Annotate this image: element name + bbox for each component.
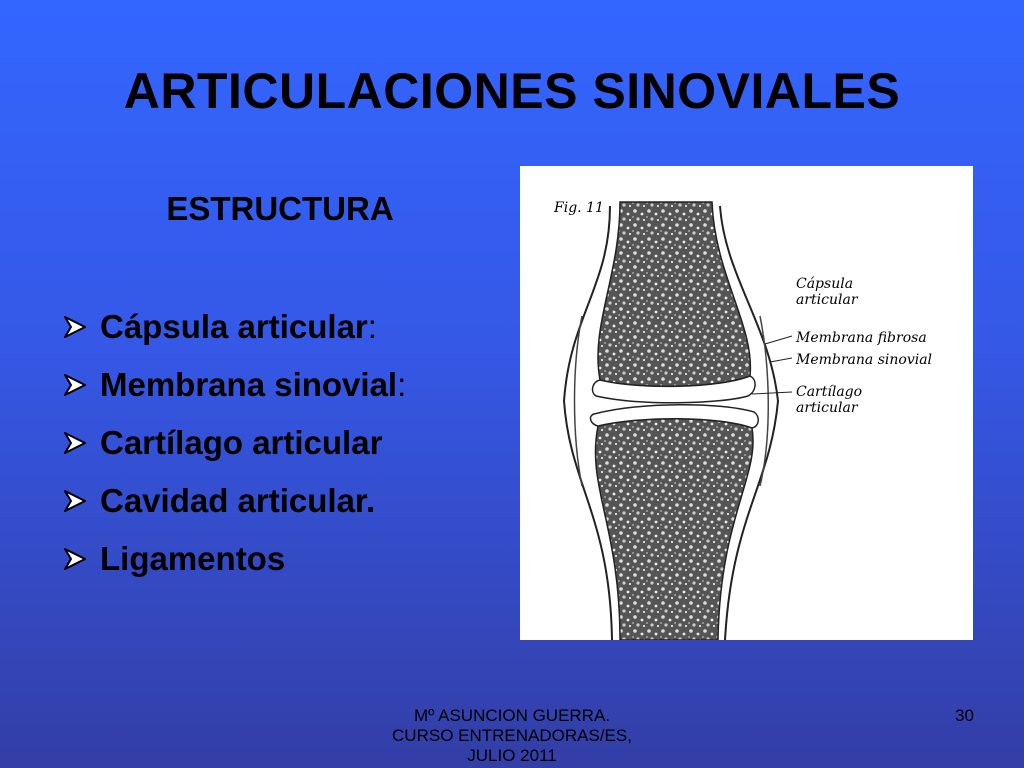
label-cartilage-1: Cartílago: [796, 384, 863, 400]
bullet-list: [62, 298, 406, 588]
bullet-label: Cápsula articular: [100, 308, 368, 345]
bullet-suffix: :: [397, 366, 407, 403]
figure-caption: Fig. 11: [554, 200, 604, 216]
bullet-suffix: :: [367, 308, 377, 345]
label-fibrous-membrane: Membrana fibrosa: [796, 330, 927, 346]
bullet-label: Ligamentos: [100, 540, 286, 577]
label-capsule-2: articular: [796, 292, 858, 308]
footer-line: Mº ASUNCION GUERRA.: [413, 706, 611, 725]
arrow-bullet-icon: [62, 430, 100, 456]
bullet-item: [62, 472, 406, 530]
arrow-bullet-icon: [62, 488, 100, 514]
page-number: 30: [955, 706, 974, 725]
bullet-label: Cavidad articular.: [100, 482, 376, 519]
footer-line: JULIO 2011: [467, 746, 557, 765]
bullet-item: [62, 356, 406, 414]
bullet-label: Cartílago articular: [100, 424, 383, 461]
lower-bone: [595, 419, 753, 640]
footer-author: [362, 706, 662, 766]
arrow-bullet-icon: [62, 546, 100, 572]
label-cartilage-2: articular: [796, 400, 858, 416]
bullet-label: Membrana sinovial: [100, 366, 398, 403]
bullet-item: [62, 414, 406, 472]
arrow-bullet-icon: [62, 314, 100, 340]
slide-title: ARTICULACIONES SINOVIALES: [123, 63, 901, 119]
joint-figure: [520, 166, 973, 640]
upper-bone: [598, 202, 750, 386]
arrow-bullet-icon: [62, 372, 100, 398]
label-synovial-membrane: Membrana sinovial: [796, 352, 933, 368]
footer-line: CURSO ENTRENADORAS/ES,: [392, 726, 632, 745]
label-capsule-1: Cápsula: [796, 276, 854, 292]
bullet-item: [62, 530, 406, 588]
section-subtitle: ESTRUCTURA: [166, 190, 394, 227]
bullet-item: [62, 298, 406, 356]
synovial-joint-diagram: [520, 166, 973, 640]
